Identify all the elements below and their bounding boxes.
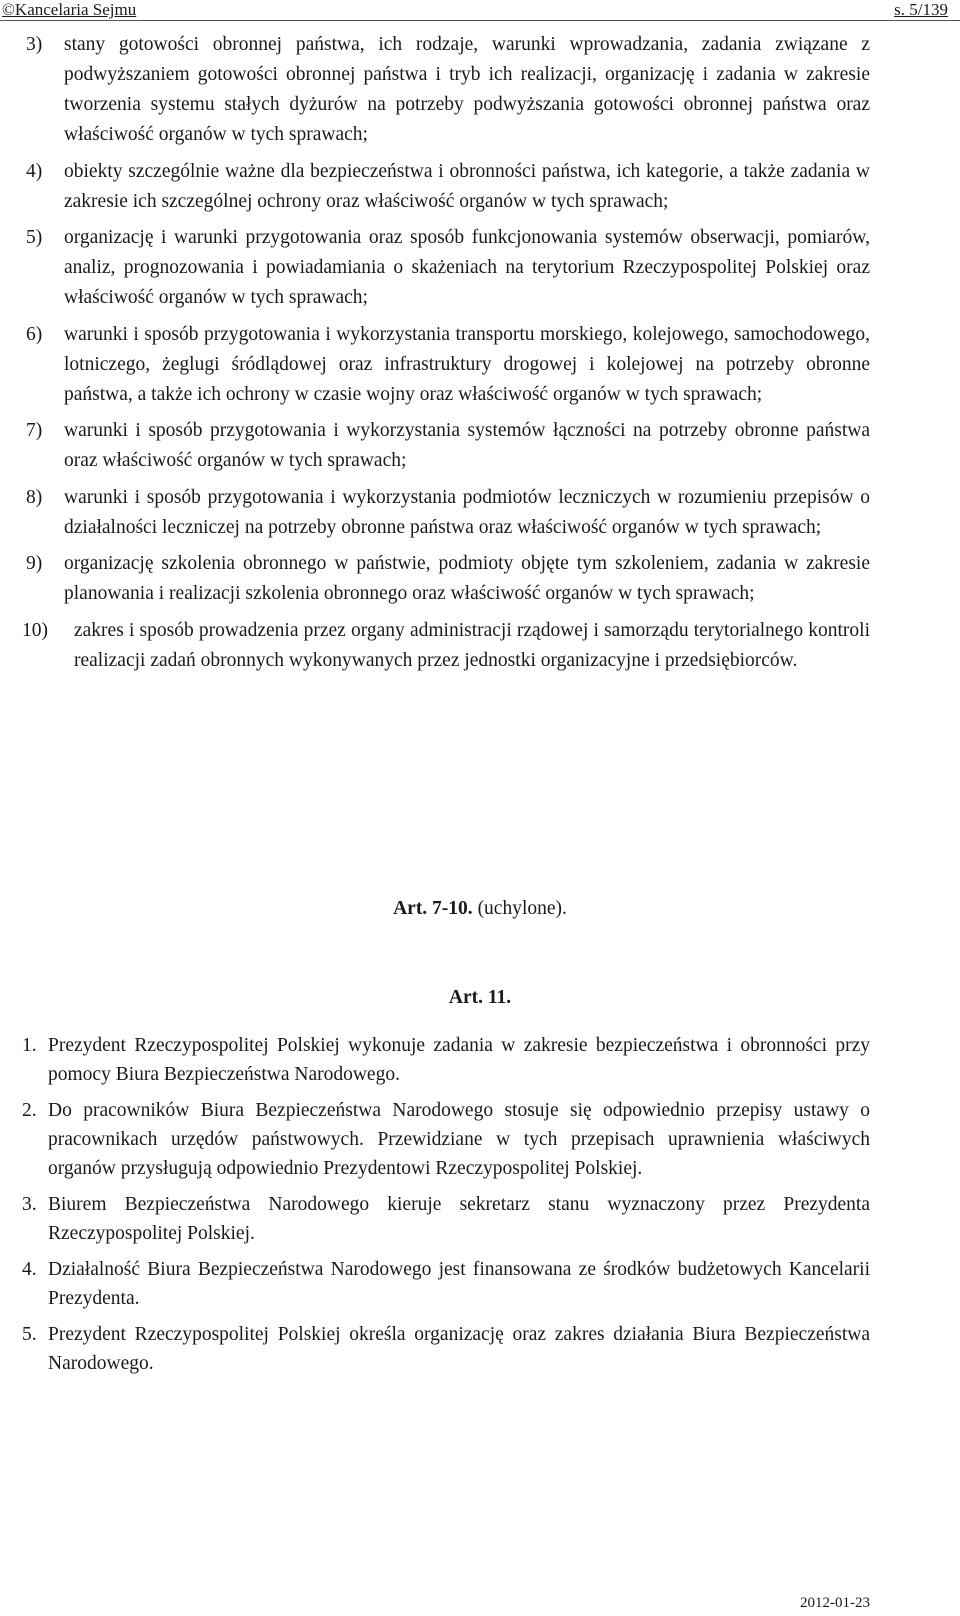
paragraph-number: 5. xyxy=(22,1324,37,1345)
list-item-text: obiekty szczególnie ważne dla bezpieczeństwa i obronności państwa, ich kategorie, a także zadania w zakresie ich szczególnej ochrony oraz właściwość organów w tych sprawach; xyxy=(64,160,870,212)
header-divider xyxy=(0,20,960,21)
list-item-number: 6) xyxy=(26,323,43,345)
list-item-number: 3) xyxy=(26,34,43,55)
list-item-text: zakres i sposób prowadzenia przez organy administracji rządowej i samorządu terytorialnego kontroli realizacji zadań obronnych wykonywanych przez jednostki organizacyjne i przedsiębiorców. xyxy=(74,619,870,671)
article-11-label: Art. 11. xyxy=(448,987,512,1008)
list-item-number: 5) xyxy=(26,227,43,248)
paragraph xyxy=(0,1255,960,1313)
list-item-text: organizację i warunki przygotowania oraz sposób funkcjonowania systemów obserwacji, pomiarów, analiz, prognozowania i powiadamiania o skażeniach na terytorium Rzeczypospolitej Polskiej oraz właściwość organów w tych sprawach; xyxy=(64,227,870,308)
list-item xyxy=(0,30,960,150)
article-7-10-label: Art. 7-10. xyxy=(393,898,473,919)
page-number: s. 5/139 xyxy=(894,0,948,19)
list-item-number: 8) xyxy=(26,486,43,508)
list-item-number: 10) xyxy=(22,619,48,641)
paragraph-text: Prezydent Rzeczypospolitej Polskiej wykonuje zadania w zakresie bezpieczeństwa i obronności przy pomocy Biura Bezpieczeństwa Narodowego. xyxy=(48,1035,870,1085)
document-date: 2012-01-23 xyxy=(800,1595,870,1611)
article-11-paragraphs xyxy=(0,1031,960,1385)
list-item xyxy=(0,320,960,410)
article-7-10-note: (uchylone). xyxy=(477,898,567,919)
header-publisher: ©Kancelaria Sejmu xyxy=(2,0,137,19)
list-item-text: warunki i sposób przygotowania i wykorzystania podmiotów leczniczych w rozumieniu przepisów o działalności leczniczej na potrzeby obronne państwa oraz właściwość organów w tych sprawach; xyxy=(64,486,870,538)
paragraph xyxy=(0,1031,960,1089)
list-item xyxy=(0,416,960,476)
paragraph-number: 1. xyxy=(22,1035,37,1056)
paragraph-text: Działalność Biura Bezpieczeństwa Narodowego jest finansowana ze środków budżetowych Kancelarii Prezydenta. xyxy=(48,1259,870,1309)
list-item-text: warunki i sposób przygotowania i wykorzystania systemów łączności na potrzeby obronne państwa oraz właściwość organów w tych sprawach; xyxy=(64,420,870,471)
list-item xyxy=(0,483,960,543)
paragraph xyxy=(0,1190,960,1248)
paragraph-number: 3. xyxy=(22,1194,37,1215)
paragraph-number: 2. xyxy=(22,1100,37,1121)
list-item-text: warunki i sposób przygotowania i wykorzystania transportu morskiego, kolejowego, samochodowego, lotniczego, żeglugi śródlądowej oraz infrastruktury drogowej i kolejowej na potrzeby obronne państwa, a także ich ochrony w czasie wojny oraz właściwość organów w tych sprawach; xyxy=(64,323,870,405)
list-item xyxy=(0,549,960,609)
paragraph-number: 4. xyxy=(22,1259,37,1280)
article-11-heading xyxy=(0,983,960,1013)
list-item-text: stany gotowości obronnej państwa, ich rodzaje, warunki wprowadzania, zadania związane z podwyższaniem gotowości obronnej państwa i tryb ich realizacji, organizację i zadania w zakresie tworzenia systemu stałych dyżurów na potrzeby podwyższania gotowości obronnej państwa oraz właściwość organów w tych sprawach; xyxy=(64,34,870,145)
list-item xyxy=(0,157,960,217)
paragraph-text: Biurem Bezpieczeństwa Narodowego kieruje sekretarz stanu wyznaczony przez Prezydenta Rzeczypospolitej Polskiej. xyxy=(48,1194,870,1244)
list-item-text: organizację szkolenia obronnego w państwie, podmioty objęte tym szkoleniem, zadania w zakresie planowania i realizacji szkolenia obronnego oraz właściwość organów w tych sprawach; xyxy=(64,553,870,604)
paragraph xyxy=(0,1320,960,1378)
list-item xyxy=(0,616,960,676)
list-item-number: 7) xyxy=(26,420,43,441)
paragraph-text: Prezydent Rzeczypospolitej Polskiej określa organizację oraz zakres działania Biura Bezpieczeństwa Narodowego. xyxy=(48,1324,870,1374)
list-item xyxy=(0,223,960,313)
paragraph xyxy=(0,1096,960,1183)
enumerated-list xyxy=(0,30,960,682)
list-item-number: 4) xyxy=(26,160,43,182)
paragraph-text: Do pracowników Biura Bezpieczeństwa Narodowego stosuje się odpowiednio przepisy ustawy o pracownikach urzędów państwowych. Przewidziane w tych przepisach uprawnienia właściwych organów przysługują odpowiednio Prezydentowi Rzeczypospolitej Polskiej. xyxy=(48,1100,870,1179)
article-7-10-heading xyxy=(0,894,960,924)
list-item-number: 9) xyxy=(26,553,43,574)
